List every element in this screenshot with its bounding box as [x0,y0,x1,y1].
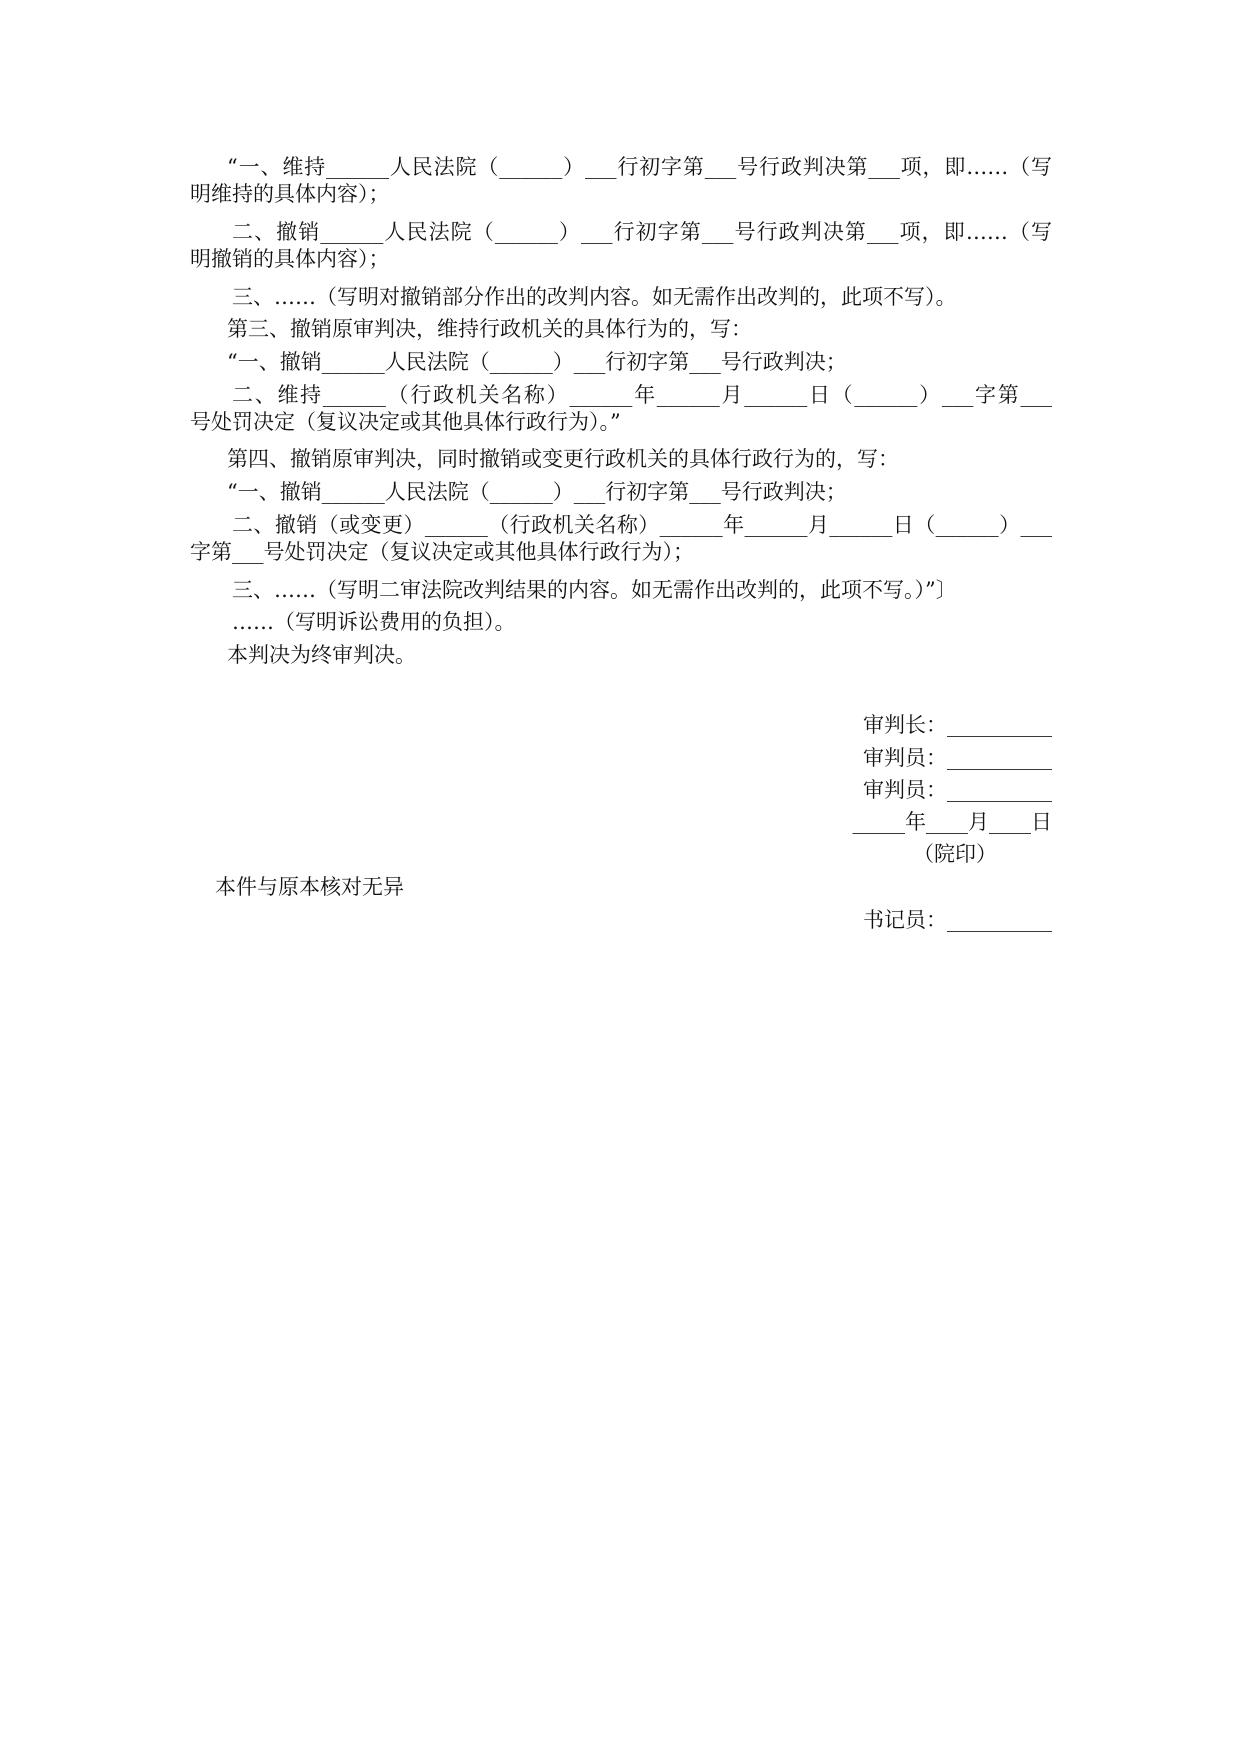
paragraph-line: 二、维持______（行政机关名称）______年______月______日（______）___字第___ [232,383,1052,407]
judge-signature: 审判员：__________ [863,778,1052,802]
paragraph-line: 二、撤销（或变更）______（行政机关名称）______年______月______日（______）___ [232,513,1052,537]
paragraph-line: 本判决为终审判决。 [227,643,416,667]
paragraph-line: 第四、撤销原审判决，同时撤销或变更行政机关的具体行政行为的，写： [227,447,899,471]
verification-note: 本件与原本核对无异 [215,875,404,899]
paragraph-line: 二、撤销______人民法院（______）___行初字第___号行政判决第___项，即……（写 [232,220,1052,244]
paragraph-line: 号处罚决定（复议决定或其他具体行政行为）。” [190,410,621,434]
paragraph-line: “一、撤销______人民法院（______）___行初字第___号行政判决； [227,480,847,504]
court-seal-label: （院印） [913,842,997,866]
paragraph-line: ……（写明诉讼费用的负担）。 [232,610,516,634]
paragraph-line: 字第___号处罚决定（复议决定或其他具体行政行为）； [190,540,694,564]
paragraph-line: 明维持的具体内容）； [190,182,390,206]
clerk-signature: 书记员：__________ [863,908,1052,932]
paragraph-line: “一、维持______人民法院（______）___行初字第___号行政判决第___项，即……（写 [227,155,1052,179]
signing-date: _____年____月____日 [852,810,1052,834]
presiding-judge-signature: 审判长：__________ [863,713,1052,737]
paragraph-line: 三、……（写明二审法院改判结果的内容。如无需作出改判的，此项不写。）”〕 [232,578,957,602]
judge-signature: 审判员：__________ [863,746,1052,770]
paragraph-line: 第三、撤销原审判决，维持行政机关的具体行为的，写： [227,317,752,341]
paragraph-line: 明撤销的具体内容）； [190,247,390,271]
paragraph-line: 三、……（写明对撤销部分作出的改判内容。如无需作出改判的，此项不写）。 [232,285,957,309]
paragraph-line: “一、撤销______人民法院（______）___行初字第___号行政判决； [227,350,847,374]
